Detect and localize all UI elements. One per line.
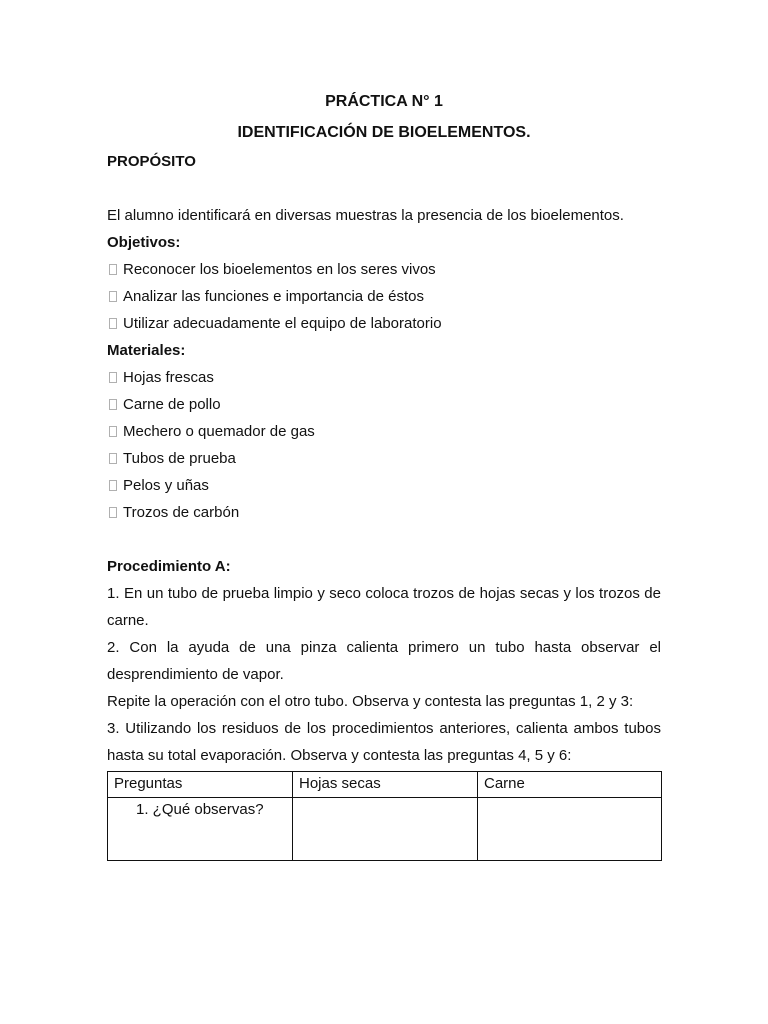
bullet-box-icon	[109, 318, 117, 329]
list-item-label: Mechero o quemador de gas	[123, 423, 315, 440]
list-item-label: Hojas frescas	[123, 369, 214, 386]
list-item-label: Trozos de carbón	[123, 504, 240, 521]
list-item-label: Reconocer los bioelementos en los seres vivos	[123, 261, 436, 278]
purpose-heading: PROPÓSITO	[107, 153, 196, 170]
procedure-step-3: 3. Utilizando los residuos de los procedimientos anteriores, calienta ambos tubos hasta su total evaporación. Observa y contesta las preguntas 4, 5 y 6:	[107, 720, 661, 764]
answers-table	[107, 771, 662, 861]
spacer	[107, 175, 661, 202]
list-item	[107, 283, 661, 310]
bullet-box-icon	[109, 291, 117, 302]
objectives-list	[107, 256, 661, 337]
bullet-box-icon	[109, 264, 117, 275]
bullet-box-icon	[109, 507, 117, 518]
spacer	[107, 526, 661, 553]
bullet-box-icon	[109, 399, 117, 410]
table-cell	[108, 798, 293, 861]
table-cell[interactable]	[478, 798, 662, 861]
table-header-carne: Carne	[478, 772, 662, 798]
list-item	[107, 499, 661, 526]
procedure-step-1: 1. En un tubo de prueba limpio y seco coloca trozos de hojas secas y los trozos de carne.	[107, 585, 661, 629]
list-item	[107, 364, 661, 391]
list-item	[107, 256, 661, 283]
table-header-preguntas: Preguntas	[108, 772, 293, 798]
list-item	[107, 445, 661, 472]
procedure-heading: Procedimiento A:	[107, 558, 231, 575]
list-item-label: Pelos y uñas	[123, 477, 209, 494]
list-item-label: Analizar las funciones e importancia de éstos	[123, 288, 424, 305]
table-cell[interactable]	[293, 798, 478, 861]
materials-heading: Materiales:	[107, 342, 186, 359]
purpose-text: El alumno identificará en diversas muestras la presencia de los bioelementos.	[107, 207, 624, 224]
procedure-step-repeat: Repite la operación con el otro tubo. Observa y contesta las preguntas 1, 2 y 3:	[107, 693, 634, 710]
document-content	[107, 88, 661, 861]
page-subtitle: IDENTIFICACIÓN DE BIOELEMENTOS.	[237, 124, 531, 141]
list-item-label: Carne de pollo	[123, 396, 221, 413]
question-text: 1. ¿Qué observas?	[136, 801, 264, 818]
table-row	[108, 798, 662, 861]
list-item	[107, 310, 661, 337]
bullet-box-icon	[109, 372, 117, 383]
list-item	[107, 391, 661, 418]
materials-list	[107, 364, 661, 526]
procedure-step-2: 2. Con la ayuda de una pinza calienta primero un tubo hasta observar el desprendimiento de vapor.	[107, 639, 661, 683]
list-item-label: Utilizar adecuadamente el equipo de laboratorio	[123, 315, 442, 332]
bullet-box-icon	[109, 480, 117, 491]
bullet-box-icon	[109, 426, 117, 437]
table-header-row	[108, 772, 662, 798]
list-item-label: Tubos de prueba	[123, 450, 236, 467]
list-item	[107, 418, 661, 445]
list-item	[107, 472, 661, 499]
page-title: PRÁCTICA N° 1	[325, 93, 443, 110]
objectives-heading: Objetivos:	[107, 234, 181, 251]
table-header-hojas-secas: Hojas secas	[293, 772, 478, 798]
bullet-box-icon	[109, 453, 117, 464]
